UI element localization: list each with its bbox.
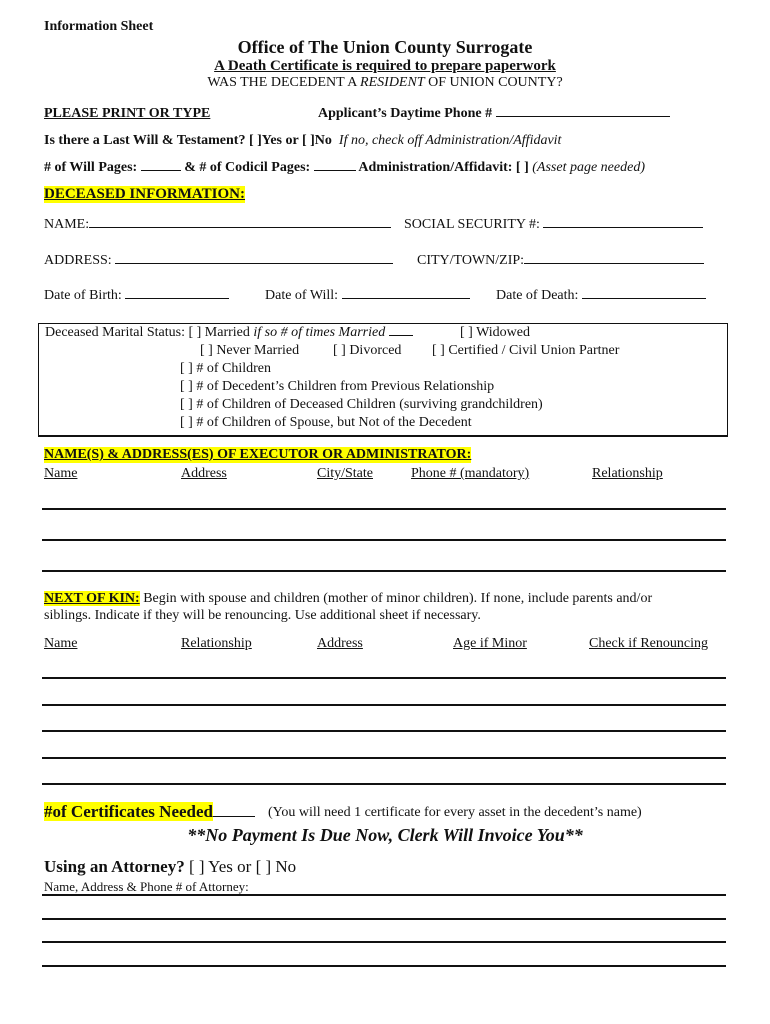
- attorney-entry-line[interactable]: [42, 894, 726, 896]
- subtitle: A Death Certificate is required to prepare paperwork: [214, 58, 556, 74]
- deceased-address-field[interactable]: ADDRESS:: [44, 253, 393, 269]
- kin-col-relationship: Relationship: [181, 636, 252, 651]
- deceased-city-field[interactable]: CITY/TOWN/ZIP:: [417, 253, 704, 269]
- attorney-entry-line[interactable]: [42, 918, 726, 920]
- payment-notice: **No Payment Is Due Now, Clerk Will Invoice You**: [187, 825, 583, 845]
- never-married-checkbox[interactable]: [ ] Never Married: [200, 343, 300, 358]
- executor-entry-line[interactable]: [42, 508, 726, 510]
- certificates-field[interactable]: #of Certificates Needed: [44, 802, 255, 822]
- executor-heading: NAME(S) & ADDRESS(ES) OF EXECUTOR OR ADMINISTRATOR:: [44, 447, 472, 462]
- applicant-phone-field[interactable]: Applicant’s Daytime Phone #: [318, 106, 670, 122]
- will-question[interactable]: Is there a Last Will & Testament? [ ]Yes or [ ]No If no, check off Administration/Affidavit: [44, 133, 562, 148]
- executor-entry-line[interactable]: [42, 570, 726, 572]
- executor-col-phone: Phone # (mandatory): [411, 466, 530, 481]
- date-of-death-field[interactable]: Date of Death:: [496, 288, 706, 304]
- attorney-entry-line[interactable]: [42, 941, 726, 943]
- kin-entry-line[interactable]: [42, 730, 726, 732]
- deceased-name-field[interactable]: NAME:: [44, 217, 391, 233]
- certificates-note: (You will need 1 certificate for every asset in the decedent’s name): [268, 805, 642, 820]
- kin-entry-line[interactable]: [42, 783, 726, 785]
- executor-col-city-state: City/State: [317, 466, 373, 481]
- previous-relationship-children-checkbox[interactable]: [ ] # of Decedent’s Children from Previous Relationship: [180, 379, 495, 394]
- divorced-checkbox[interactable]: [ ] Divorced: [333, 343, 402, 358]
- resident-question: WAS THE DECEDENT A RESIDENT OF UNION COUNTY?: [207, 75, 563, 90]
- next-of-kin-intro: NEXT OF KIN: Begin with spouse and children (mother of minor children). If none, include parents and/or: [44, 591, 653, 606]
- office-title: Office of The Union County Surrogate: [237, 37, 533, 57]
- grandchildren-checkbox[interactable]: [ ] # of Children of Deceased Children (surviving grandchildren): [180, 397, 543, 412]
- kin-col-address: Address: [317, 636, 363, 651]
- children-count-checkbox[interactable]: [ ] # of Children: [180, 361, 271, 376]
- attorney-details-label: Name, Address & Phone # of Attorney:: [44, 879, 249, 894]
- kin-col-name: Name: [44, 636, 78, 651]
- executor-entry-line[interactable]: [42, 539, 726, 541]
- sheet-label: Information Sheet: [44, 19, 154, 34]
- attorney-question[interactable]: Using an Attorney? [ ] Yes or [ ] No: [44, 857, 297, 876]
- date-of-birth-field[interactable]: Date of Birth:: [44, 288, 229, 304]
- kin-col-age: Age if Minor: [453, 636, 527, 651]
- date-of-will-field[interactable]: Date of Will:: [265, 288, 470, 304]
- executor-col-name: Name: [44, 466, 78, 481]
- widowed-checkbox[interactable]: [ ] Widowed: [460, 325, 530, 340]
- executor-col-relationship: Relationship: [592, 466, 663, 481]
- kin-entry-line[interactable]: [42, 704, 726, 706]
- kin-col-renouncing: Check if Renouncing: [589, 636, 708, 651]
- marital-status-row[interactable]: Deceased Marital Status: [ ] Married if so # of times Married: [45, 325, 413, 341]
- will-pages-row[interactable]: # of Will Pages: & # of Codicil Pages: Administration/Affidavit: [ ] (Asset page needed): [44, 160, 645, 175]
- executor-col-address: Address: [181, 466, 227, 481]
- kin-entry-line[interactable]: [42, 677, 726, 679]
- deceased-ssn-field[interactable]: SOCIAL SECURITY #:: [404, 217, 703, 233]
- next-of-kin-intro-line2: siblings. Indicate if they will be renouncing. Use additional sheet if necessary.: [44, 608, 481, 623]
- attorney-entry-line[interactable]: [42, 965, 726, 967]
- deceased-heading: DECEASED INFORMATION:: [44, 186, 245, 202]
- kin-entry-line[interactable]: [42, 757, 726, 759]
- print-instruction: PLEASE PRINT OR TYPE: [44, 106, 211, 121]
- spouse-children-checkbox[interactable]: [ ] # of Children of Spouse, but Not of the Decedent: [180, 415, 472, 430]
- civil-union-checkbox[interactable]: [ ] Certified / Civil Union Partner: [432, 343, 620, 358]
